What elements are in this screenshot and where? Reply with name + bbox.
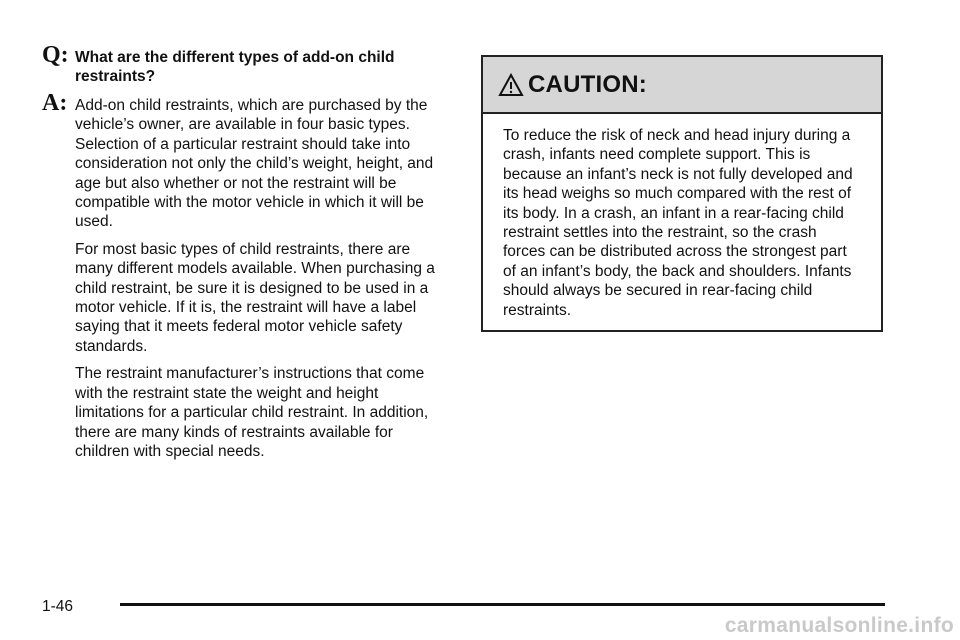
footer-rule: [120, 603, 885, 606]
question-block: [42, 42, 450, 86]
answer-marker: A:: [42, 90, 68, 116]
warning-triangle-icon: [498, 73, 524, 97]
answer-paragraph: For most basic types of child restraints, there are many different models available. When purchasing a child restraint, be sure it is designed to be used in a motor vehicle. If it is, the restraint will have a label saying that it meets federal motor vehicle safety standards.: [75, 240, 435, 355]
answer-block: [42, 90, 450, 469]
caution-box: [481, 55, 883, 332]
answer-paragraph: Add-on child restraints, which are purchased by the vehicle’s owner, are available in four basic types. Selection of a particular restraint should take into consideration not only the child’s weight, height, and age but also whether or not the restraint will be compatible with the motor vehicle in which it will be used.: [75, 97, 434, 231]
answer-paragraph: The restraint manufacturer’s instructions that come with the restraint state the weight and height limitations for a particular child restraint. In addition, there are many kinds of restraints available for children with special needs.: [75, 365, 429, 460]
page-number: 1-46: [42, 598, 74, 615]
caution-title: CAUTION:: [528, 70, 647, 98]
watermark: carmanualsonline.info: [724, 614, 954, 637]
caution-text: To reduce the risk of neck and head injury during a crash, infants need complete support. This is because an infant’s neck is not fully developed and its head weighs so much compared with the rest of its body. In a crash, an infant in a rear-facing child restraint settles into the restraint, so the crash forces can be distributed across the strongest part of an infant’s body, the back and shoulders. Infants should always be secured in rear-facing child restraints.: [503, 127, 853, 319]
question-marker: Q:: [42, 42, 69, 68]
question-text: What are the different types of add-on child restraints?: [75, 49, 395, 85]
caution-header: [483, 57, 881, 114]
